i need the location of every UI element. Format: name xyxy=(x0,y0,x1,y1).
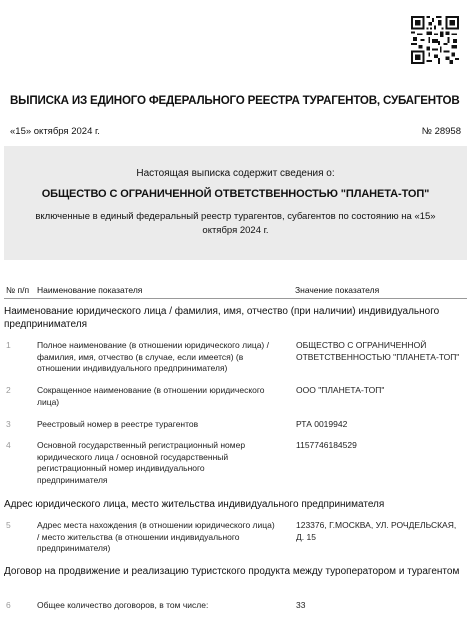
row-value: ОБЩЕСТВО С ОГРАНИЧЕННОЙ ОТВЕТСТВЕННОСТЬЮ "ПЛАНЕТА-ТОП" xyxy=(296,340,460,362)
row-number: 1 xyxy=(6,340,11,350)
section-heading: Наименование юридического лица / фамилия, имя, отчество (при наличии) индивидуального предпринимателя xyxy=(4,306,440,330)
column-header-value: Значение показателя xyxy=(295,285,380,295)
row-value: 33 xyxy=(296,600,306,610)
row-label: Сокращенное наименование (в отношении юридического лица) xyxy=(37,385,265,407)
row-number: 3 xyxy=(6,419,11,429)
qr-code-icon xyxy=(411,16,459,64)
row-value: 1157746184529 xyxy=(296,440,357,450)
info-box-status: включенные в единый федеральный реестр турагентов, субагентов по состоянию на «15» октября 2024 г. xyxy=(35,211,436,236)
row-number: 6 xyxy=(6,600,11,610)
info-box xyxy=(4,146,467,260)
row-label: Основной государственный регистрационный номер юридического лица / основной государственный регистрационный номер индивидуального предпринимателя xyxy=(37,440,246,485)
row-label: Адрес места нахождения (в отношении юридического лица) / место жительства (в отношении индивидуального предпринимателя) xyxy=(37,520,275,553)
table-header xyxy=(4,280,467,299)
info-box-intro: Настоящая выписка содержит сведения о: xyxy=(136,168,335,179)
row-value: ООО "ПЛАНЕТА-ТОП" xyxy=(296,385,385,395)
document-title: ВЫПИСКА ИЗ ЕДИНОГО ФЕДЕРАЛЬНОГО РЕЕСТРА ТУРАГЕНТОВ, СУБАГЕНТОВ xyxy=(10,94,460,107)
company-name: ОБЩЕСТВО С ОГРАНИЧЕННОЙ ОТВЕТСТВЕННОСТЬЮ "ПЛАНЕТА-ТОП" xyxy=(41,188,430,200)
column-header-number: № п/п xyxy=(6,285,30,295)
section-heading: Договор на продвижение и реализацию туристского продукта между туроператором и турагентом xyxy=(4,566,460,577)
row-label: Полное наименование (в отношении юридического лица) / фамилия, имя, отчество (в случае, если имеется) (в отношении индивидуального предпринимателя) xyxy=(37,340,269,373)
row-value: 123376, Г.МОСКВА, УЛ. РОЧДЕЛЬСКАЯ, Д. 15 xyxy=(296,520,457,542)
row-label: Общее количество договоров, в том числе: xyxy=(37,600,209,610)
document-number: № 28958 xyxy=(421,126,461,137)
row-value: РТА 0019942 xyxy=(296,419,348,429)
row-number: 2 xyxy=(6,385,11,395)
row-number: 4 xyxy=(6,440,11,450)
section-heading: Адрес юридического лица, место жительства индивидуального предпринимателя xyxy=(4,499,385,510)
row-number: 5 xyxy=(6,520,11,530)
document-date: «15» октября 2024 г. xyxy=(10,126,100,137)
column-header-name: Наименование показателя xyxy=(37,285,143,295)
row-label: Реестровый номер в реестре турагентов xyxy=(37,419,199,429)
